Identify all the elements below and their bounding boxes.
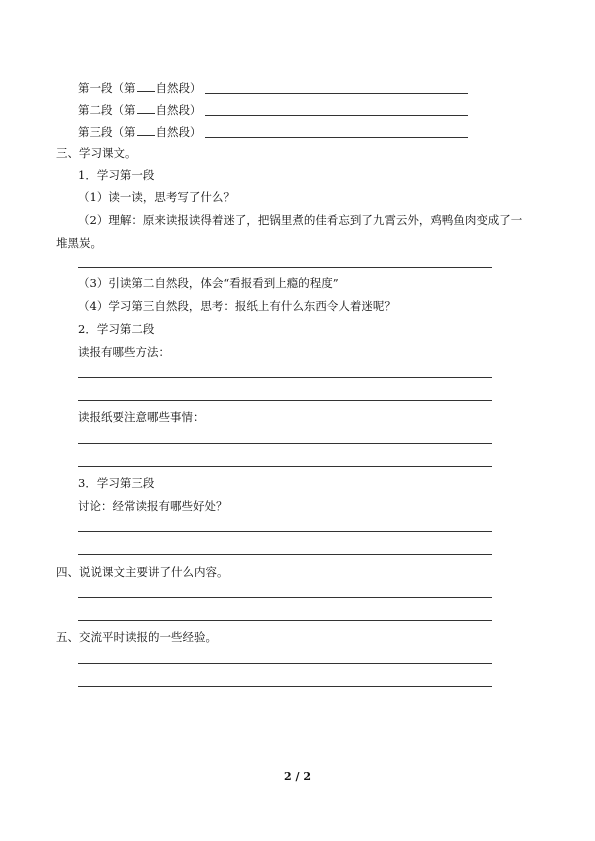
answer-line[interactable] xyxy=(78,443,492,444)
page-number: 2 / 2 xyxy=(284,770,311,783)
paragraph-number-blank[interactable] xyxy=(137,80,155,92)
answer-line[interactable] xyxy=(78,466,492,467)
section-3-heading: 三、学习课文。 xyxy=(56,146,137,160)
paragraph-row-suffix: 自然段） xyxy=(155,125,202,139)
answer-line[interactable] xyxy=(205,137,468,138)
part-1-question-2-line-2: 堆黑炭。 xyxy=(56,236,102,250)
answer-line[interactable] xyxy=(205,93,468,94)
paragraph-row-prefix: 第二段（第 xyxy=(78,103,136,117)
paragraph-number-blank[interactable] xyxy=(137,124,155,136)
answer-line[interactable] xyxy=(78,400,492,401)
part-3-heading: 3．学习第三段 xyxy=(78,476,155,490)
paragraph-row-3 xyxy=(78,124,202,139)
part-1-heading: 1．学习第一段 xyxy=(78,168,155,182)
part-1-question-2-line-1: （2）理解：原来读报读得着迷了，把锅里煮的佳肴忘到了九霄云外，鸡鸭鱼肉变成了一 xyxy=(78,213,523,227)
answer-line[interactable] xyxy=(78,663,492,664)
paragraph-row-suffix: 自然段） xyxy=(155,81,202,95)
part-1-question-4: （4）学习第三自然段，思考：报纸上有什么东西令人着迷呢？ xyxy=(78,299,396,313)
answer-line[interactable] xyxy=(78,620,492,621)
answer-line[interactable] xyxy=(78,267,492,268)
paragraph-number-blank[interactable] xyxy=(137,102,155,114)
answer-line[interactable] xyxy=(205,115,468,116)
part-1-question-1: （1）读一读，思考写了什么？ xyxy=(78,190,235,204)
part-1-question-3: （3）引读第二自然段，体会“看报看到上瘾的程度” xyxy=(78,276,339,290)
answer-line[interactable] xyxy=(78,377,492,378)
paragraph-row-suffix: 自然段） xyxy=(155,103,202,117)
part-2-question-2: 读报纸要注意哪些事情： xyxy=(78,410,205,424)
paragraph-row-prefix: 第一段（第 xyxy=(78,81,136,95)
part-2-heading: 2．学习第二段 xyxy=(78,322,155,336)
answer-line[interactable] xyxy=(78,686,492,687)
paragraph-row-prefix: 第三段（第 xyxy=(78,125,136,139)
answer-line[interactable] xyxy=(78,554,492,555)
paragraph-row-2 xyxy=(78,102,202,117)
section-5-heading: 五、交流平时读报的一些经验。 xyxy=(56,630,217,644)
section-4-heading: 四、说说课文主要讲了什么内容。 xyxy=(56,565,229,579)
part-3-question-1: 讨论：经常读报有哪些好处？ xyxy=(78,499,228,513)
answer-line[interactable] xyxy=(78,531,492,532)
paragraph-row-1 xyxy=(78,80,202,95)
answer-line[interactable] xyxy=(78,597,492,598)
part-2-question-1: 读报有哪些方法： xyxy=(78,345,170,359)
